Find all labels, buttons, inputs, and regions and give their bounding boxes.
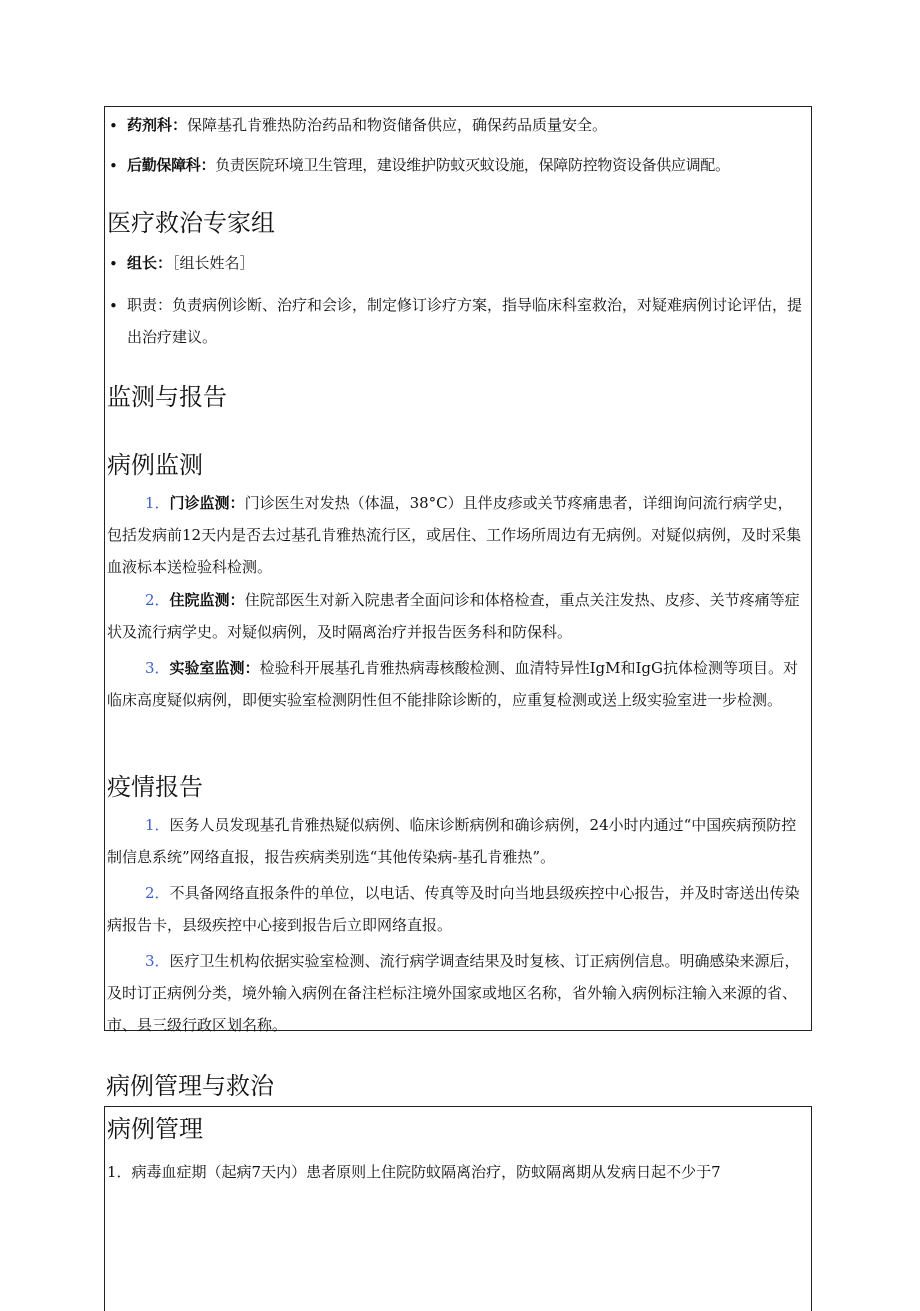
bullet-pharmacy xyxy=(127,109,807,141)
monitor-item-inpatient xyxy=(107,584,807,648)
bullet-label: 组长： xyxy=(127,254,173,272)
item-number: 1． xyxy=(145,494,170,512)
monitor-item-outpatient xyxy=(107,487,807,583)
bullet-text: ［组长姓名］ xyxy=(172,254,255,272)
case-management-section-heading: 病例管理与救治 xyxy=(106,1072,274,1100)
item-number: 2． xyxy=(145,591,170,609)
epidemic-report-heading: 疫情报告 xyxy=(107,773,203,801)
content-box-upper xyxy=(104,106,812,1034)
bullet-label: 后勤保障科： xyxy=(127,156,216,174)
bullet-text: 保障基孔肯雅热防治药品和物资储备供应，确保药品质量安全。 xyxy=(187,116,608,134)
bullet-marker: • xyxy=(109,157,118,175)
item-text: 病毒血症期（起病7天内）患者原则上住院防蚊隔离治疗，防蚊隔离期从发病日起不少于7 xyxy=(131,1163,721,1181)
item-label: 门诊监测： xyxy=(169,494,245,512)
bullet-marker: • xyxy=(109,297,118,315)
item-number: 2． xyxy=(145,884,170,902)
item-number: 1． xyxy=(145,816,170,834)
content-box-lower xyxy=(104,1106,812,1311)
item-number: 3． xyxy=(145,952,170,970)
item-text: 不具备网络直报条件的单位，以电话、传真等及时向当地县级疾控中心报告，并及时寄送出传染病报告卡，县级疾控中心接到报告后立即网络直报。 xyxy=(107,884,800,934)
bullet-logistics xyxy=(127,149,811,181)
bullet-leader xyxy=(127,247,807,279)
case-monitor-heading: 病例监测 xyxy=(107,451,203,479)
item-number: 1． xyxy=(107,1163,132,1181)
item-label: 实验室监测： xyxy=(169,659,260,677)
bullet-marker: • xyxy=(109,255,118,273)
report-item-1 xyxy=(107,809,807,873)
bullet-text: 负责医院环境卫生管理，建设维护防蚊灭蚊设施，保障防控物资设备供应调配。 xyxy=(215,156,730,174)
item-text: 检验科开展基孔肯雅热病毒核酸检测、血清特异性IgM和IgG抗体检测等项目。对临床高度疑似病例，即便实验室检测阴性但不能排除诊断的，应重复检测或送上级实验室进一步检测。 xyxy=(107,659,798,709)
bullet-marker: • xyxy=(109,117,118,135)
item-text: 住院部医生对新入院患者全面问诊和体格检查，重点关注发热、皮疹、关节疼痛等症状及流行病学史。对疑似病例，及时隔离治疗并报告医务科和防保科。 xyxy=(107,591,800,641)
item-text: 门诊医生对发热（体温，38°C）且伴皮疹或关节疼痛患者，详细询问流行病学史，包括发病前12天内是否去过基孔肯雅热流行区，或居住、工作场所周边有无病例。对疑似病例，及时采集血液标本送检验科检测。 xyxy=(107,494,802,576)
report-item-3 xyxy=(107,945,807,1041)
item-text: 医务人员发现基孔肯雅热疑似病例、临床诊断病例和确诊病例，24小时内通过“中国疾病预防控制信息系统”网络直报，报告疾病类别选“其他传染病-基孔肯雅热”。 xyxy=(107,816,797,866)
item-text: 医疗卫生机构依据实验室检测、流行病学调查结果及时复核、订正病例信息。明确感染来源后，及时订正病例分类，境外输入病例在备注栏标注境外国家或地区名称，省外输入病例标注输入来源的省、市、县三级行政区划名称。 xyxy=(107,952,800,1034)
monitor-report-heading: 监测与报告 xyxy=(107,383,227,411)
item-number: 3． xyxy=(145,659,170,677)
item-label: 住院监测： xyxy=(169,591,245,609)
management-item-1 xyxy=(107,1161,721,1182)
report-item-2 xyxy=(107,877,807,941)
bullet-duties: 职责：负责病例诊断、治疗和会诊，制定修订诊疗方案，指导临床科室救治，对疑难病例讨论评估，提出治疗建议。 xyxy=(127,296,803,346)
expert-group-heading: 医疗救治专家组 xyxy=(107,209,275,237)
monitor-item-lab xyxy=(107,652,807,716)
case-management-heading: 病例管理 xyxy=(107,1115,203,1143)
bullet-label: 药剂科： xyxy=(127,116,188,134)
